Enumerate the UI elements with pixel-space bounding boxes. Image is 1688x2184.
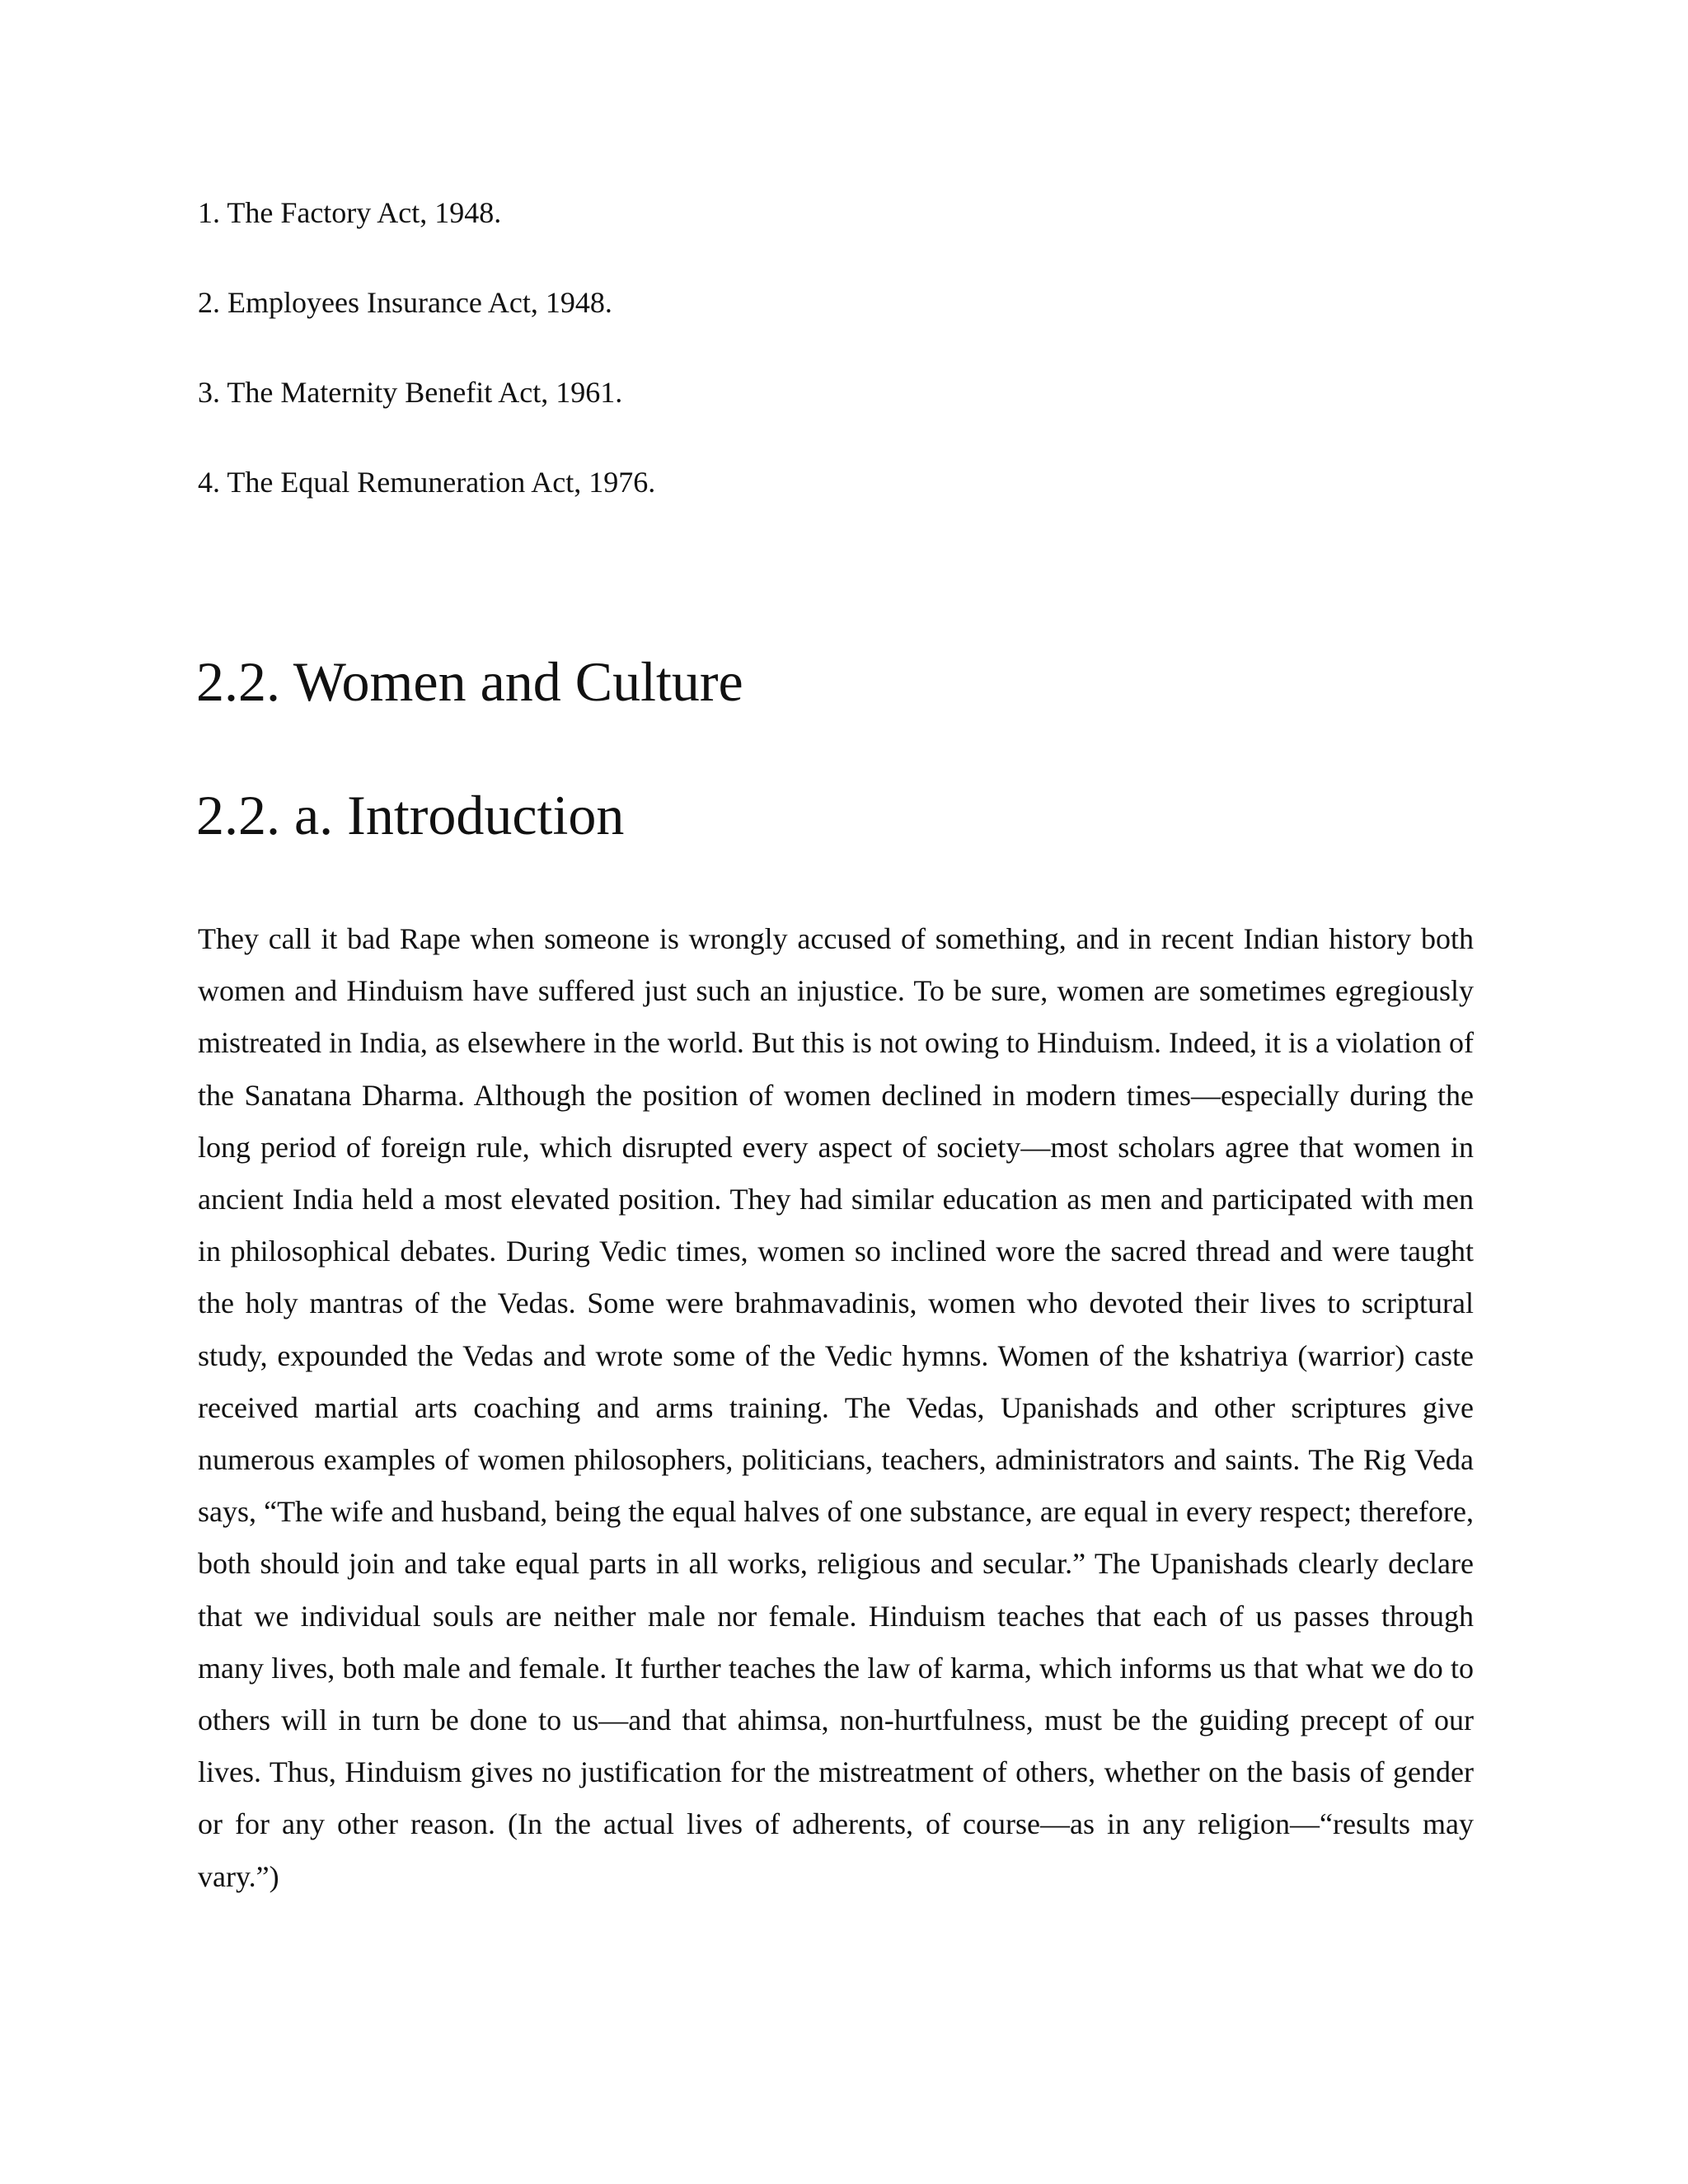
body-paragraph: They call it bad Rape when someone is wrongly accused of something, and in recent Indian history both women and Hinduism have suffered just such an injustice. To be sure, women are sometimes egregiously mistreated in India, as elsewhere in the world. But this is not owing to Hinduism. Indeed, it is a violation of the Sanatana Dharma. Although the position of women declined in modern times—especially during the long period of foreign rule, which disrupted every aspect of society—most scholars agree that women in ancient India held a most elevated position. They had similar education as men and participated with men in philosophical debates. During Vedic times, women so inclined wore the sacred thread and were taught the holy mantras of the Vedas. Some were brahmavadinis, women who devoted their lives to scriptural study, expounded the Vedas and wrote some of the Vedic hymns. Women of the kshatriya (warrior) caste received martial arts coaching and arms training. The Vedas, Upanishads and other scriptures give numerous examples of women philosophers, politicians, teachers, administrators and saints. The Rig Veda says, “The wife and husband, being the equal halves of one substance, are equal in every respect; therefore, both should join and take equal parts in all works, religious and secular.” The Upanishads clearly declare that we individual souls are neither male nor female. Hinduism teaches that each of us passes through many lives, both male and female. It further teaches the law of karma, which informs us that what we do to others will in turn be done to us—and that ahimsa, non-hurtfulness, must be the guiding precept of our lives. Thus, Hinduism gives no justification for the mistreatment of others, whether on the basis of gender or for any other reason. (In the actual lives of adherents, of course—as in any religion—“results may vary.”): [198, 922, 1474, 1893]
section-title: 2.2. Women and Culture: [196, 650, 743, 713]
list-item-equal-remuneration-act: 4. The Equal Remuneration Act, 1976.: [198, 466, 656, 499]
section-subtitle: 2.2. a. Introduction: [196, 784, 625, 846]
list-item-factory-act: 1. The Factory Act, 1948.: [198, 196, 502, 229]
list-item-employees-insurance-act: 2. Employees Insurance Act, 1948.: [198, 286, 612, 319]
list-item-maternity-benefit-act: 3. The Maternity Benefit Act, 1961.: [198, 376, 623, 409]
